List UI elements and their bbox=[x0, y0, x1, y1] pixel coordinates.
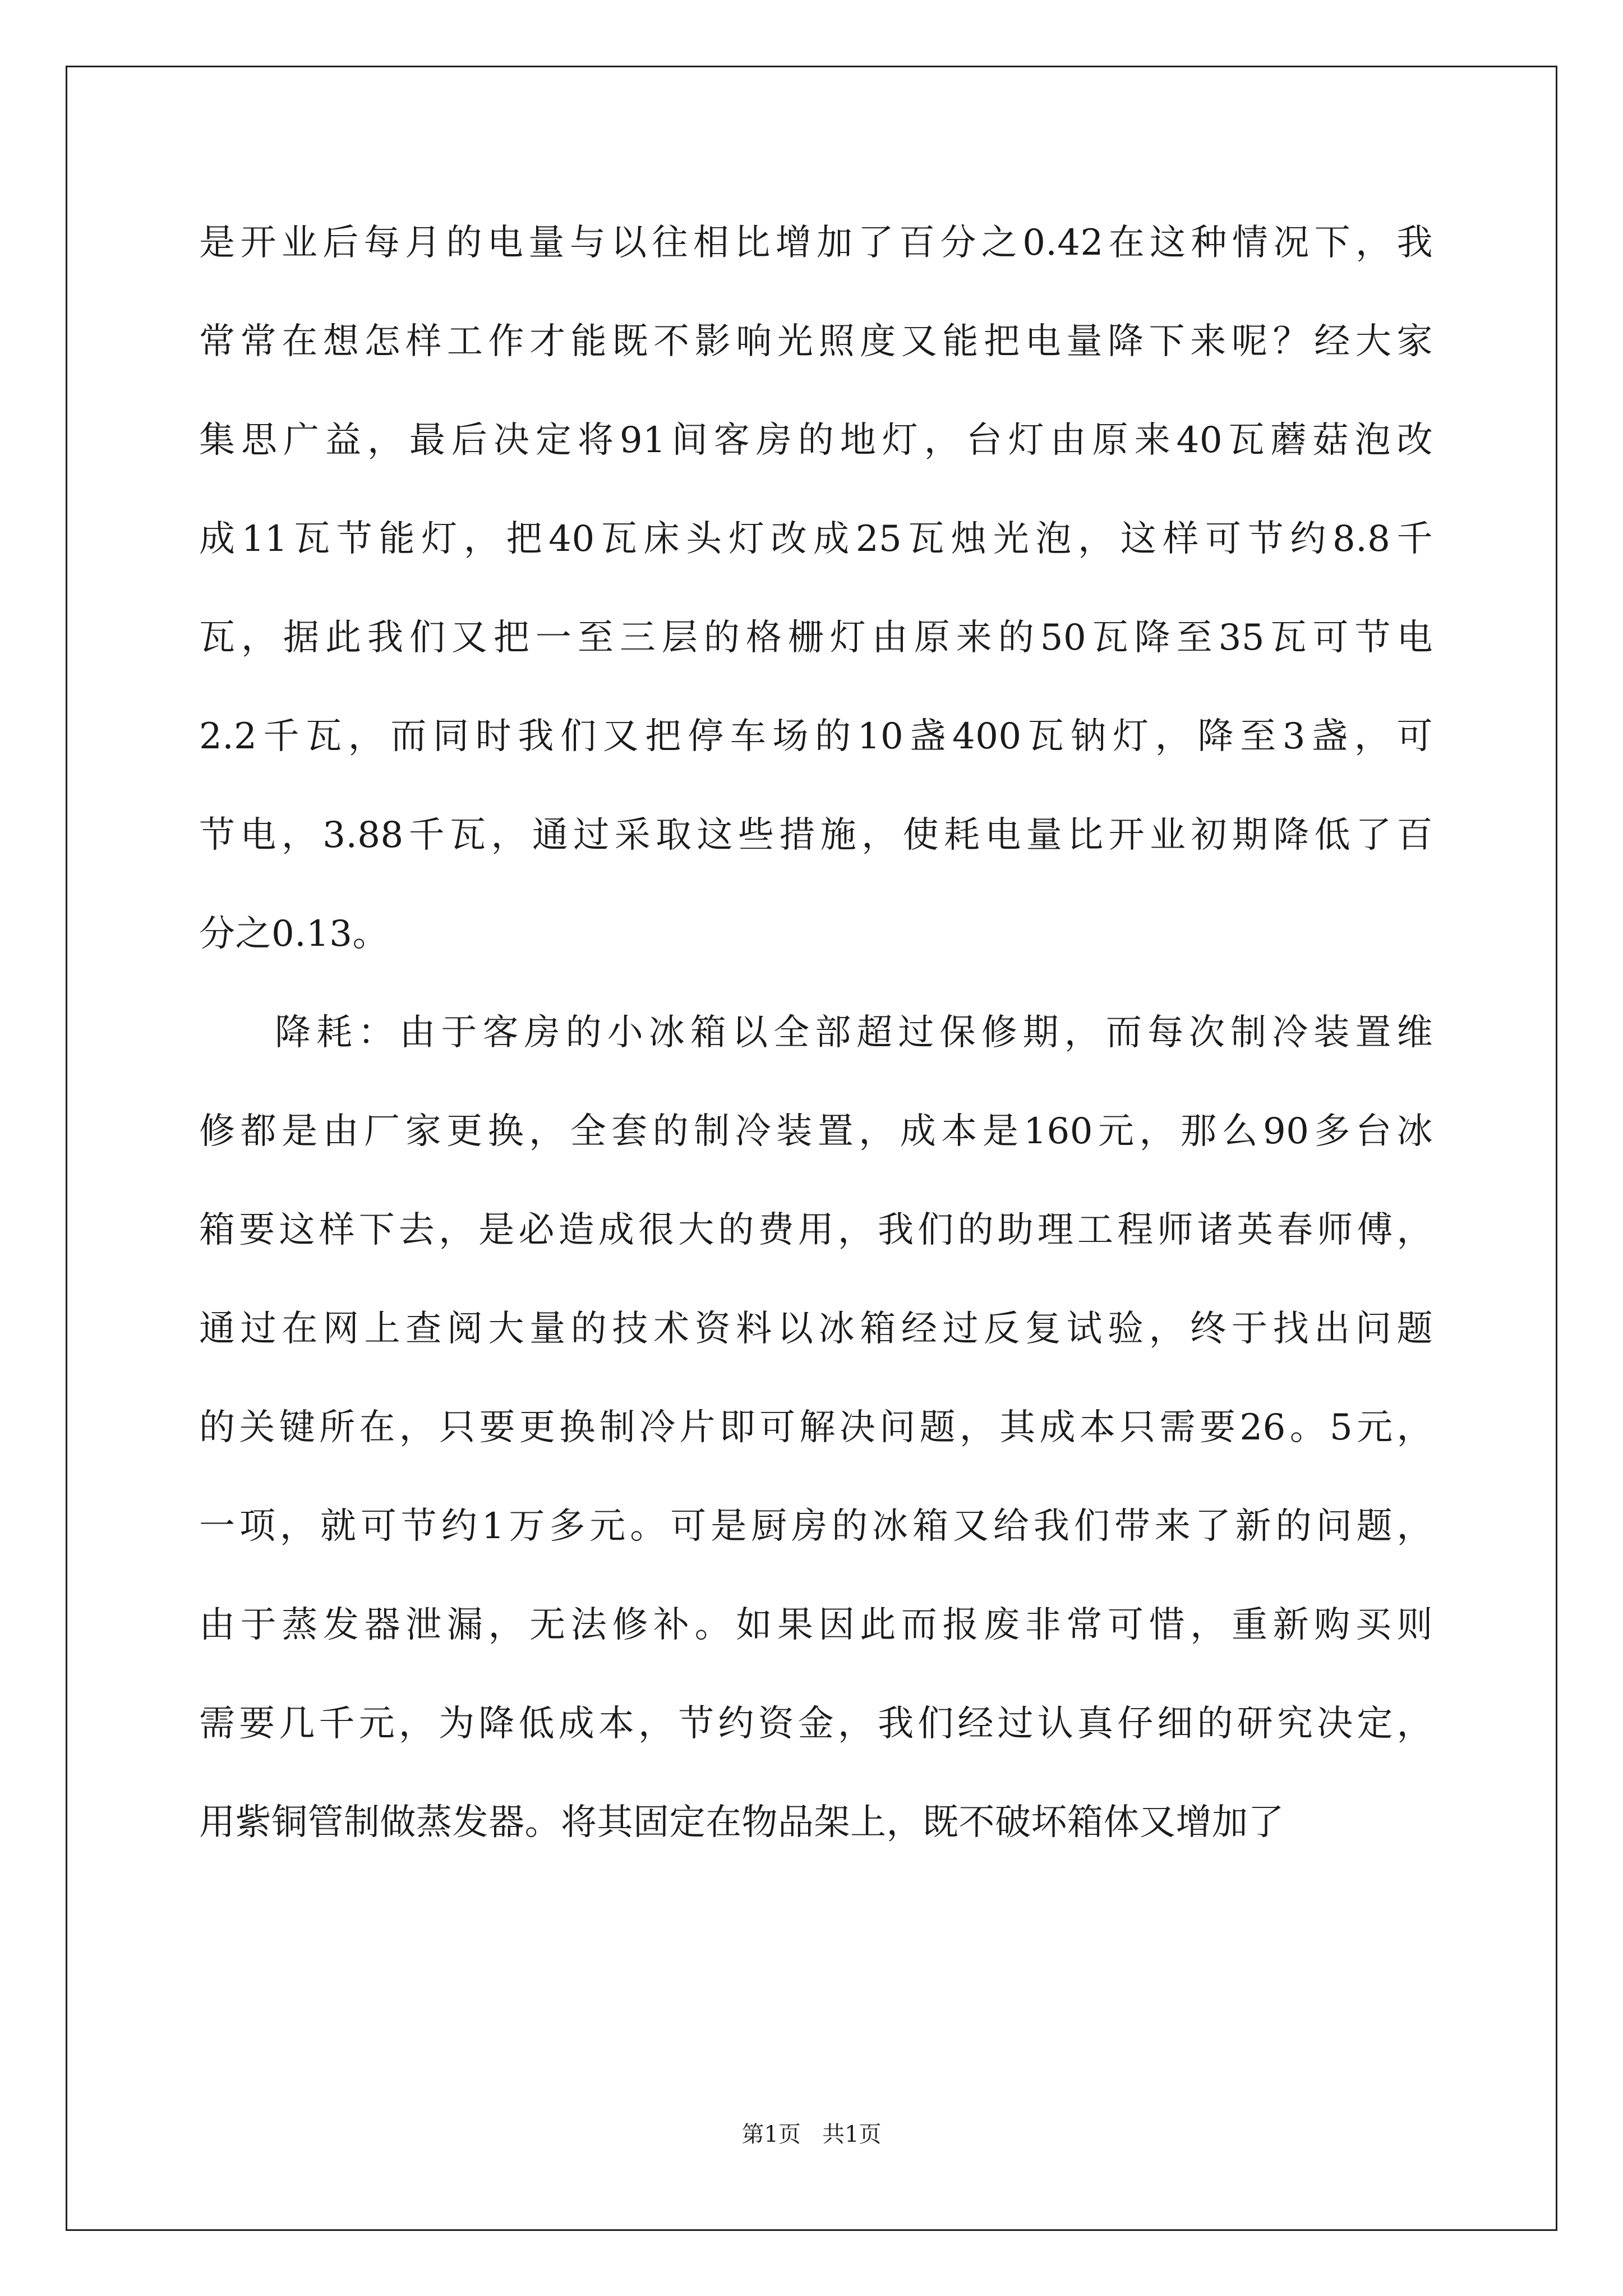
text-line: 成11瓦节能灯，把40瓦床头灯改成25瓦烛光泡，这样可节约8.8千 bbox=[199, 518, 1433, 560]
footer-spacer bbox=[801, 2122, 822, 2147]
page-footer bbox=[0, 2118, 1623, 2151]
text-line: 2.2千瓦，而同时我们又把停车场的10盏400瓦钠灯，降至3盏，可 bbox=[199, 716, 1433, 757]
text-line: 由于蒸发器泄漏，无法修补。如果因此而报废非常可惜，重新购买则 bbox=[199, 1604, 1433, 1646]
text-line: 常常在想怎样工作才能既不影响光照度又能把电量降下来呢？经大家 bbox=[199, 321, 1433, 362]
text-line: 需要几千元，为降低成本，节约资金，我们经过认真仔细的研究决定， bbox=[199, 1703, 1433, 1745]
text-line: 的关键所在，只要更换制冷片即可解决问题，其成本只需要26。5元， bbox=[199, 1407, 1433, 1448]
text-line: 箱要这样下去，是必造成很大的费用，我们的助理工程师诸英春师傅， bbox=[199, 1209, 1433, 1251]
text-line: 是开业后每月的电量与以往相比增加了百分之0.42在这种情况下，我 bbox=[199, 222, 1433, 264]
page-number-total: 共1页 bbox=[822, 2122, 882, 2147]
text-line: 通过在网上查阅大量的技术资料以冰箱经过反复试验，终于找出问题 bbox=[199, 1308, 1433, 1350]
text-line: 一项，就可节约1万多元。可是厨房的冰箱又给我们带来了新的问题， bbox=[199, 1506, 1433, 1547]
text-line: 节电，3.88千瓦，通过采取这些措施，使耗电量比开业初期降低了百 bbox=[199, 815, 1433, 856]
text-line: 集思广益，最后决定将91间客房的地灯，台灯由原来40瓦蘑菇泡改 bbox=[199, 420, 1433, 461]
text-line: 修都是由厂家更换，全套的制冷装置，成本是160元，那么90多台冰 bbox=[199, 1111, 1433, 1152]
text-line: 瓦，据此我们又把一至三层的格栅灯由原来的50瓦降至35瓦可节电 bbox=[199, 617, 1433, 659]
page-number-current: 第1页 bbox=[741, 2122, 801, 2147]
document-body bbox=[199, 194, 1433, 1872]
text-line: 降耗：由于客房的小冰箱以全部超过保修期，而每次制冷装置维 bbox=[275, 1012, 1433, 1053]
text-line: 分之0.13。 bbox=[199, 913, 389, 955]
text-line: 用紫铜管制做蒸发器。将其固定在物品架上，既不破坏箱体又增加了 bbox=[199, 1802, 1284, 1843]
